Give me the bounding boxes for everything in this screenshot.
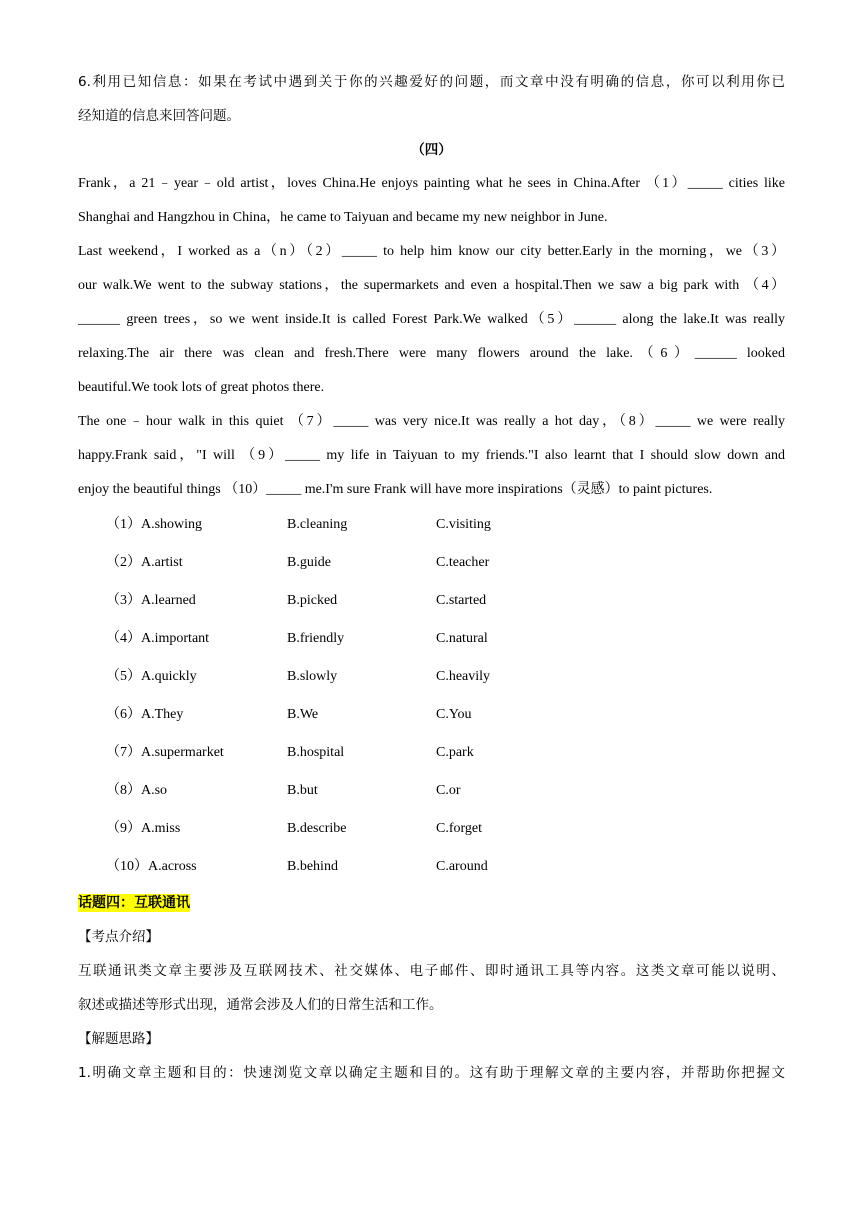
option-row-5 (106, 667, 606, 687)
option-a: （2）A.artist (106, 555, 183, 570)
topic-heading-row (78, 893, 785, 914)
passage-line: Shanghai and Hangzhou in China，he came to Taiyuan and became my new neighbor in June. (78, 210, 608, 225)
option-row-4 (106, 629, 606, 649)
passage-line: our walk.We went to the subway stations，the supermarkets and even a hospital.Then we saw a big park with （4） (78, 278, 785, 293)
option-a: （8）A.so (106, 783, 168, 798)
section-heading: （四） (411, 142, 452, 158)
option-a: （10）A.across (106, 859, 197, 874)
option-b: B.picked (287, 593, 338, 608)
passage-line: Last weekend，I worked as a（n）（2）_____ to help him know our city better.Early in the morning，we（3） (78, 244, 785, 259)
option-row-8 (106, 781, 606, 801)
option-c: C.or (436, 783, 461, 798)
passage-line: enjoy the beautiful things （10）_____ me.I'm sure Frank will have more inspirations（灵感）to paint pictures. (78, 482, 713, 497)
topic-heading: 话题四：互联通讯 (78, 895, 190, 911)
passage-line: beautiful.We took lots of great photos there. (78, 380, 325, 395)
option-c: C.natural (436, 631, 488, 646)
option-b: B.describe (287, 821, 347, 836)
option-b: B.friendly (287, 631, 345, 646)
option-a: （9）A.miss (106, 821, 181, 836)
option-b: B.but (287, 783, 318, 798)
option-row-6 (106, 705, 606, 725)
passage-line: relaxing.The air there was clean and fresh.There were many flowers around the lake.（6）______ looked (78, 346, 785, 361)
passage-line: ______ green trees，so we went inside.It is called Forest Park.We walked（5）______ along the lake.It was really (78, 312, 785, 327)
option-a: （4）A.important (106, 631, 210, 646)
option-c: C.visiting (436, 517, 491, 532)
option-row-9 (106, 819, 606, 839)
option-b: B.behind (287, 859, 338, 874)
tip-line-2: 经知道的信息来回答问题。 (78, 108, 240, 124)
option-c: C.forget (436, 821, 483, 836)
passage-line: happy.Frank said，"I will （9）_____ my life in Taiyuan to my friends."I also learnt that I should slow down and (78, 448, 785, 463)
option-b: B.We (287, 707, 319, 722)
tip-line-1: 6.利用已知信息：如果在考试中遇到关于你的兴趣爱好的问题，而文章中没有明确的信息，你可以利用你已 (78, 74, 785, 90)
option-row-10 (106, 857, 606, 877)
option-row-3 (106, 591, 606, 611)
option-c: C.park (436, 745, 474, 760)
option-b: B.hospital (287, 745, 345, 760)
option-b: B.cleaning (287, 517, 348, 532)
option-c: C.teacher (436, 555, 490, 570)
option-c: C.heavily (436, 669, 491, 684)
option-a: （7）A.supermarket (106, 745, 224, 760)
passage-line: Frank，a 21﹣year﹣old artist，loves China.He enjoys painting what he sees in China.After （1）_____ cities like (78, 176, 785, 191)
option-c: C.started (436, 593, 487, 608)
jieti-label: 【解题思路】 (78, 1031, 159, 1047)
kaodian-label: 【考点介绍】 (78, 929, 159, 945)
option-b: B.slowly (287, 669, 338, 684)
option-row-7 (106, 743, 606, 763)
kaodian-text-line-1: 互联通讯类文章主要涉及互联网技术、社交媒体、电子邮件、即时通讯工具等内容。这类文章可能以说明、 (78, 963, 785, 979)
option-a: （3）A.learned (106, 593, 196, 608)
option-b: B.guide (287, 555, 331, 570)
option-row-2 (106, 553, 606, 573)
passage-line: The one﹣hour walk in this quiet （7）_____ was very nice.It was really a hot day，（8）_____ we were really (78, 414, 785, 429)
option-c: C.You (436, 707, 472, 722)
kaodian-text-line-2: 叙述或描述等形式出现，通常会涉及人们的日常生活和工作。 (78, 997, 443, 1013)
option-a: （5）A.quickly (106, 669, 197, 684)
option-a: （1）A.showing (106, 517, 203, 532)
jieti-text-line-1: 1.明确文章主题和目的：快速浏览文章以确定主题和目的。这有助于理解文章的主要内容，并帮助你把握文 (78, 1065, 785, 1081)
option-row-1 (106, 515, 606, 535)
option-a: （6）A.They (106, 707, 184, 722)
option-c: C.around (436, 859, 488, 874)
